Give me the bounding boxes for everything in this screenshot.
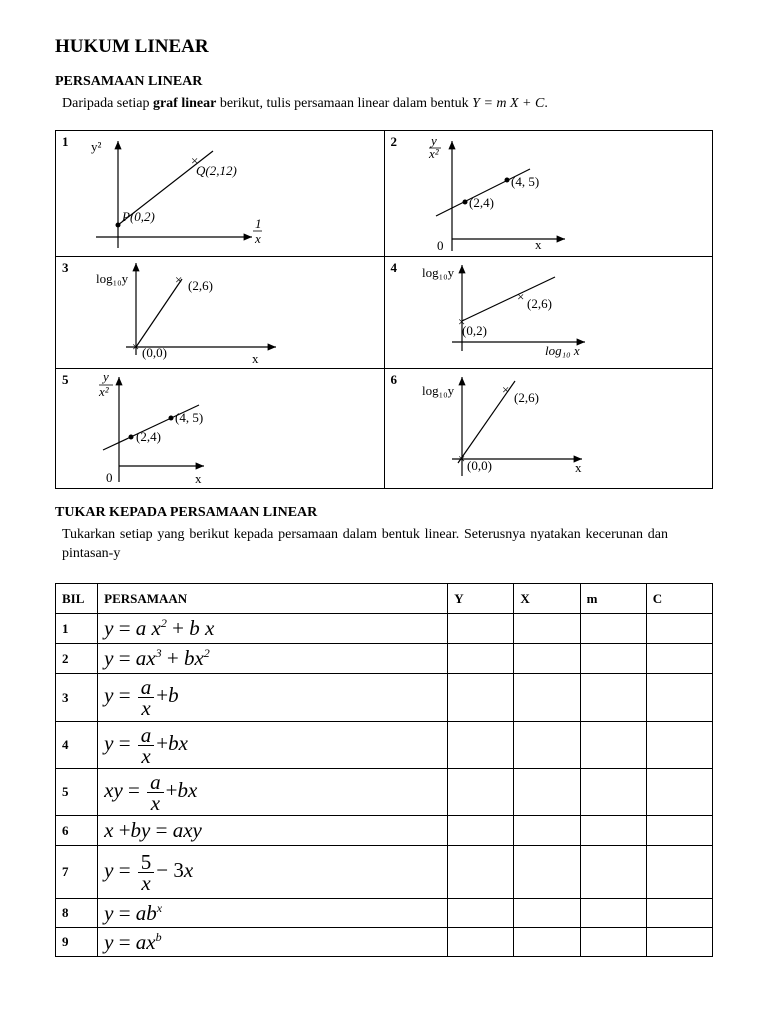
col-header-c: C xyxy=(646,584,712,614)
graph-cell-1 xyxy=(56,131,385,257)
table-row xyxy=(56,899,713,928)
answer-cell-x[interactable] xyxy=(514,769,580,816)
equation-cell xyxy=(98,816,448,846)
equation-cell xyxy=(98,846,448,899)
row-number: 9 xyxy=(56,928,98,957)
answer-cell-x[interactable] xyxy=(514,614,580,644)
section2-instruction: Tukarkan setiap yang berikut kepada persamaan dalam bentuk linear. Seterusnya nyatakan kecerunan dan pintasan-y xyxy=(62,527,668,561)
section-heading-linear-equation: PERSAMAAN LINEAR xyxy=(55,74,203,89)
graph-cell-4 xyxy=(384,257,713,369)
graph-cell-6 xyxy=(384,369,713,489)
col-header-persamaan: PERSAMAAN xyxy=(98,584,448,614)
instruction-bold: graf linear xyxy=(152,96,217,111)
instruction-text: . xyxy=(544,96,548,111)
col-header-bil: BIL xyxy=(56,584,98,614)
col-header-y: Y xyxy=(448,584,514,614)
table-row xyxy=(56,816,713,846)
row-number: 2 xyxy=(56,644,98,674)
data-point xyxy=(462,200,467,205)
graph-number: 3 xyxy=(62,260,69,275)
answer-cell-m[interactable] xyxy=(580,816,646,846)
section1-instruction xyxy=(62,94,548,113)
equation: y = $\frac{a}{x}$ +b xyxy=(104,675,179,720)
y-axis-label-denominator: x² xyxy=(428,146,439,161)
table-row xyxy=(56,846,713,899)
page-title: HUKUM LINEAR xyxy=(55,36,209,57)
graph-number: 6 xyxy=(390,372,397,387)
answer-cell-x[interactable] xyxy=(514,816,580,846)
answer-cell-m[interactable] xyxy=(580,928,646,957)
x-axis-label: x xyxy=(252,351,259,366)
point-label: (2,4) xyxy=(136,429,161,444)
point-label: (2,6) xyxy=(513,390,539,405)
answer-cell-y[interactable] xyxy=(448,614,514,644)
answer-cell-x[interactable] xyxy=(514,674,580,722)
equation: $y = ax^3 + bx^2$ xyxy=(104,646,210,670)
data-point xyxy=(129,435,134,440)
graph-4 xyxy=(385,257,714,368)
graph-cell-3 xyxy=(56,257,385,369)
col-header-x: X xyxy=(514,584,580,614)
answer-cell-x[interactable] xyxy=(514,722,580,769)
equation-cell xyxy=(98,899,448,928)
instruction-form: Y = m X + C xyxy=(472,96,545,111)
equation-cell xyxy=(98,928,448,957)
point-label: (0,2) xyxy=(461,323,487,338)
point-label: Q(2,12) xyxy=(196,163,237,178)
answer-cell-x[interactable] xyxy=(514,846,580,899)
graph-6 xyxy=(385,369,714,488)
equation: x +by = axy xyxy=(104,818,202,842)
graph-cell-5 xyxy=(56,369,385,489)
col-header-m: m xyxy=(580,584,646,614)
answer-cell-c[interactable] xyxy=(646,674,712,722)
x-axis-label: x xyxy=(195,471,202,486)
y-axis-label-numerator: y xyxy=(103,369,109,384)
graph-number: 4 xyxy=(390,260,397,275)
point-label: P(0,2) xyxy=(122,209,155,224)
answer-cell-y[interactable] xyxy=(448,816,514,846)
answer-cell-m[interactable] xyxy=(580,899,646,928)
y-axis-label-numerator: y xyxy=(430,133,437,148)
answer-cell-c[interactable] xyxy=(646,928,712,957)
table-row xyxy=(56,769,713,816)
answer-cell-c[interactable] xyxy=(646,644,712,674)
point-label: (0,0) xyxy=(142,345,167,360)
answer-cell-y[interactable] xyxy=(448,769,514,816)
answer-cell-x[interactable] xyxy=(514,928,580,957)
x-marker: × xyxy=(457,451,465,466)
y-axis-label: log₁₀y xyxy=(421,383,454,398)
table-row xyxy=(56,614,713,644)
equation-cell xyxy=(98,614,448,644)
graph-cell-2 xyxy=(384,131,713,257)
point-label: (4, 5) xyxy=(510,174,539,189)
x-marker: × xyxy=(191,153,199,168)
x-axis-label-denominator: x xyxy=(255,231,261,246)
answer-cell-c[interactable] xyxy=(646,614,712,644)
equation-cell xyxy=(98,769,448,816)
answer-cell-y[interactable] xyxy=(448,674,514,722)
answer-cell-c[interactable] xyxy=(646,722,712,769)
point-label: (4, 5) xyxy=(175,410,204,425)
row-number: 7 xyxy=(56,846,98,899)
equation-cell xyxy=(98,674,448,722)
equation: y = $\frac{5}{x}$ − 3x xyxy=(104,849,194,895)
origin-label: 0 xyxy=(436,238,443,253)
table-row xyxy=(56,928,713,957)
answer-cell-m[interactable] xyxy=(580,722,646,769)
x-marker: × xyxy=(501,382,509,397)
graph-3 xyxy=(56,257,385,368)
answer-cell-y[interactable] xyxy=(448,899,514,928)
answer-cell-c[interactable] xyxy=(646,816,712,846)
row-number: 5 xyxy=(56,769,98,816)
row-number: 4 xyxy=(56,722,98,769)
origin-label: 0 xyxy=(106,470,113,485)
table-row xyxy=(56,674,713,722)
data-point xyxy=(504,178,509,183)
y-axis-label: y² xyxy=(91,139,102,154)
point-label: (2,6) xyxy=(526,296,552,311)
answer-cell-m[interactable] xyxy=(580,769,646,816)
answer-cell-x[interactable] xyxy=(514,899,580,928)
answer-cell-x[interactable] xyxy=(514,644,580,674)
equation-table xyxy=(55,583,713,957)
equation: y = $\frac{a}{x}$ +bx xyxy=(104,722,188,768)
point-label: (2,6) xyxy=(188,278,213,293)
equation: y = a $x^2 + b$ x xyxy=(104,616,215,640)
answer-cell-y[interactable] xyxy=(448,644,514,674)
answer-cell-c[interactable] xyxy=(646,846,712,899)
data-point xyxy=(116,223,121,228)
x-marker: × xyxy=(457,314,465,329)
section-heading-convert: TUKAR KEPADA PERSAMAAN LINEAR xyxy=(55,505,318,520)
answer-cell-c[interactable] xyxy=(646,899,712,928)
graph-line xyxy=(136,279,182,347)
point-label: (2,4) xyxy=(468,195,494,210)
x-axis-label-numerator: 1 xyxy=(255,216,262,231)
y-axis-label: log₁₀y xyxy=(96,271,129,286)
equation-cell xyxy=(98,722,448,769)
y-axis-label-denominator: x² xyxy=(99,384,109,399)
answer-cell-m[interactable] xyxy=(580,846,646,899)
answer-cell-y[interactable] xyxy=(448,722,514,769)
graph-5 xyxy=(56,369,385,488)
graph-2 xyxy=(385,131,714,256)
graph-number: 1 xyxy=(62,134,69,149)
point-label: (0,0) xyxy=(466,458,492,473)
graph-number: 5 xyxy=(62,372,69,387)
row-number: 8 xyxy=(56,899,98,928)
row-number: 3 xyxy=(56,674,98,722)
x-marker: × xyxy=(516,289,524,304)
instruction-text: berikut, tulis persamaan linear dalam bentuk xyxy=(216,96,473,111)
data-point xyxy=(169,416,174,421)
y-axis-label: log₁₀y xyxy=(421,265,454,280)
x-marker: × xyxy=(175,272,183,287)
equation: $y = ab^x$ xyxy=(104,900,163,925)
row-number: 6 xyxy=(56,816,98,846)
equation-cell xyxy=(98,644,448,674)
answer-cell-y[interactable] xyxy=(448,846,514,899)
x-axis-label: x xyxy=(574,460,581,475)
x-axis-label: log₁₀ x xyxy=(544,343,580,358)
x-marker: × xyxy=(132,339,140,354)
answer-cell-m[interactable] xyxy=(580,674,646,722)
x-axis-label: x xyxy=(534,237,541,252)
table-row xyxy=(56,722,713,769)
table-row xyxy=(56,644,713,674)
graph-1 xyxy=(56,131,385,256)
answer-cell-y[interactable] xyxy=(448,928,514,957)
table-header-row xyxy=(56,584,713,614)
graph-grid xyxy=(55,130,713,489)
equation: $y = ax^b$ xyxy=(104,929,162,954)
instruction-text: Daripada setiap xyxy=(62,96,153,111)
answer-cell-m[interactable] xyxy=(580,614,646,644)
row-number: 1 xyxy=(56,614,98,644)
graph-number: 2 xyxy=(390,134,397,149)
answer-cell-m[interactable] xyxy=(580,644,646,674)
answer-cell-c[interactable] xyxy=(646,769,712,816)
equation: xy = $\frac{a}{x}$ +bx xyxy=(104,769,198,815)
